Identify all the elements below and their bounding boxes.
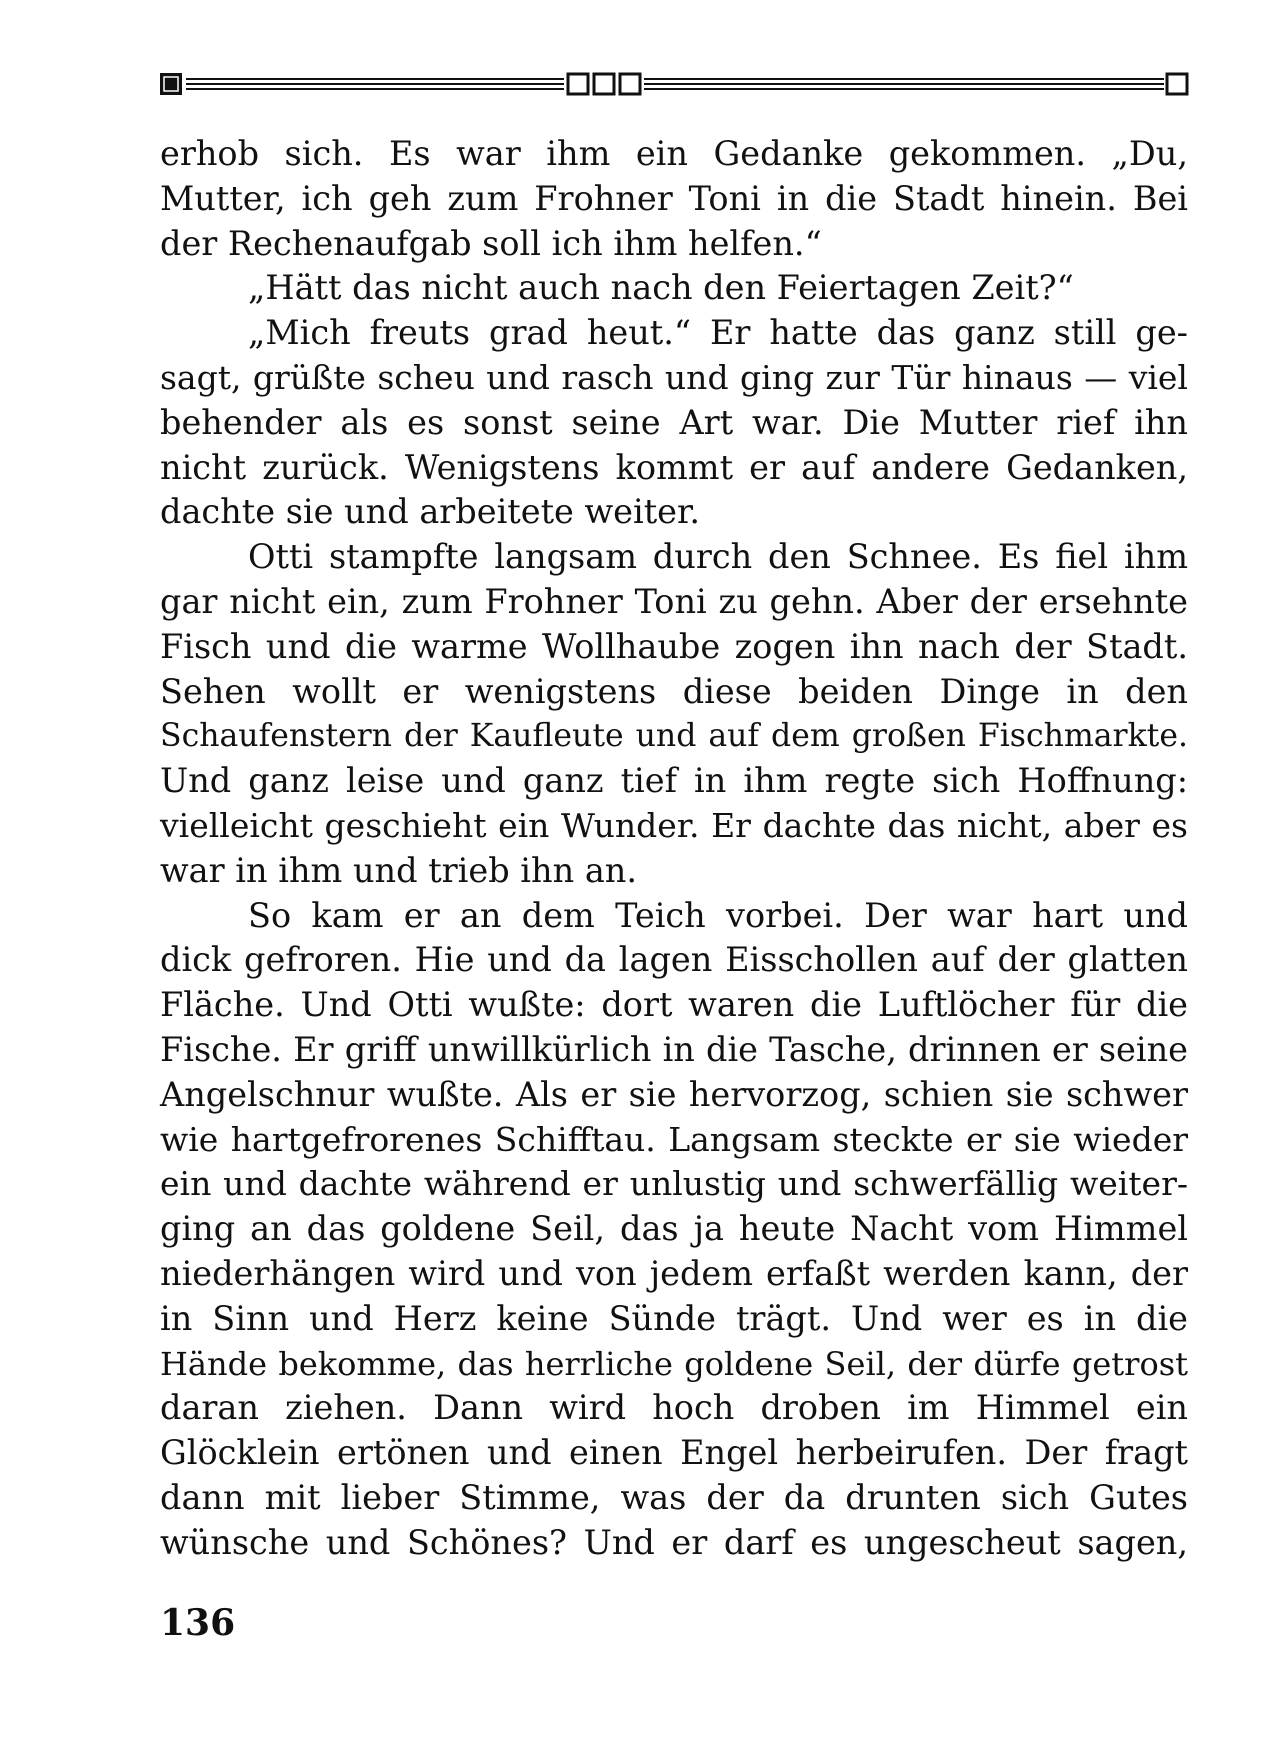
text-line: Glöcklein ertönen und einen Engel herbeirufen. Der fragt [160,1433,1188,1473]
text-line: So kam er an dem Teich vorbei. Der war hart und [248,895,1188,935]
text-line: vielleicht geschieht ein Wunder. Er dachte das nicht, aber es [160,805,1188,845]
text-line: Fisch und die warme Wollhaube zogen ihn nach der Stadt. [160,626,1188,666]
text-line: wünsche und Schönes? Und er darf es ungescheut sagen, [160,1522,1188,1562]
text-line: in Sinn und Herz keine Sünde trägt. Und wer es in die [160,1298,1188,1338]
text-line: wie hartgefrorenes Schifftau. Langsam steckte er sie wieder [160,1119,1188,1159]
ornament-rule-graphic [160,72,1190,98]
text-line: erhob sich. Es war ihm ein Gedanke gekommen. „Du, [160,134,1188,173]
text-line: dann mit lieber Stimme, was der da drunten sich Gutes [160,1477,1188,1517]
text-line: ging an das goldene Seil, das ja heute Nacht vom Himmel [160,1209,1188,1249]
body-text [160,132,1188,1566]
header-ornament [160,72,1190,98]
text-line: Fische. Er griff unwillkürlich in die Tasche, drinnen er seine [160,1029,1188,1069]
text-line: niederhängen wird und von jedem erfaßt werden kann, der [160,1253,1188,1293]
text-line: Schaufenstern der Kaufleute und auf dem großen Fischmarkte. [160,718,1188,755]
text-line: „Mich freuts grad heut.“ Er hatte das ganz still ge- [248,313,1188,353]
text-line: Otti stampfte langsam durch den Schnee. Es fiel ihm [248,537,1188,577]
text-line: behender als es sonst seine Art war. Die Mutter rief ihn [160,402,1188,442]
text-line: dick gefroren. Hie und da lagen Eisschollen auf der glatten [160,940,1188,980]
text-line: sagt, grüßte scheu und rasch und ging zur Tür hinaus — viel [160,357,1188,397]
text-line: Fläche. Und Otti wußte: dort waren die Luftlöcher für die [160,985,1188,1025]
text-line: Angelschnur wußte. Als er sie hervorzog, schien sie schwer [160,1074,1188,1114]
text-line: ein und dachte während er unlustig und schwerfällig weiter- [160,1164,1188,1204]
text-line: dachte sie und arbeitete weiter. [160,492,700,532]
text-line: Sehen wollt er wenigstens diese beiden Dinge in den [160,671,1188,711]
text-line: daran ziehen. Dann wird hoch droben im Himmel ein [160,1388,1188,1428]
text-line: nicht zurück. Wenigstens kommt er auf andere Gedanken, [160,447,1188,487]
text-line: der Rechenaufgab soll ich ihm helfen.“ [160,223,822,263]
text-line: Hände bekomme, das herrliche goldene Seil, der dürfe getrost [160,1344,1188,1383]
text-line: „Hätt das nicht auch nach den Feiertagen Zeit?“ [248,268,1074,308]
text-line: Mutter, ich geh zum Frohner Toni in die Stadt hinein. Bei [160,178,1188,218]
text-line: Und ganz leise und ganz tief in ihm regte sich Hoffnung: [160,761,1188,801]
text-line: war in ihm und trieb ihn an. [160,850,638,890]
page-number: 136 [160,1602,236,1644]
text-line: gar nicht ein, zum Frohner Toni zu gehn. Aber der ersehnte [160,581,1188,621]
